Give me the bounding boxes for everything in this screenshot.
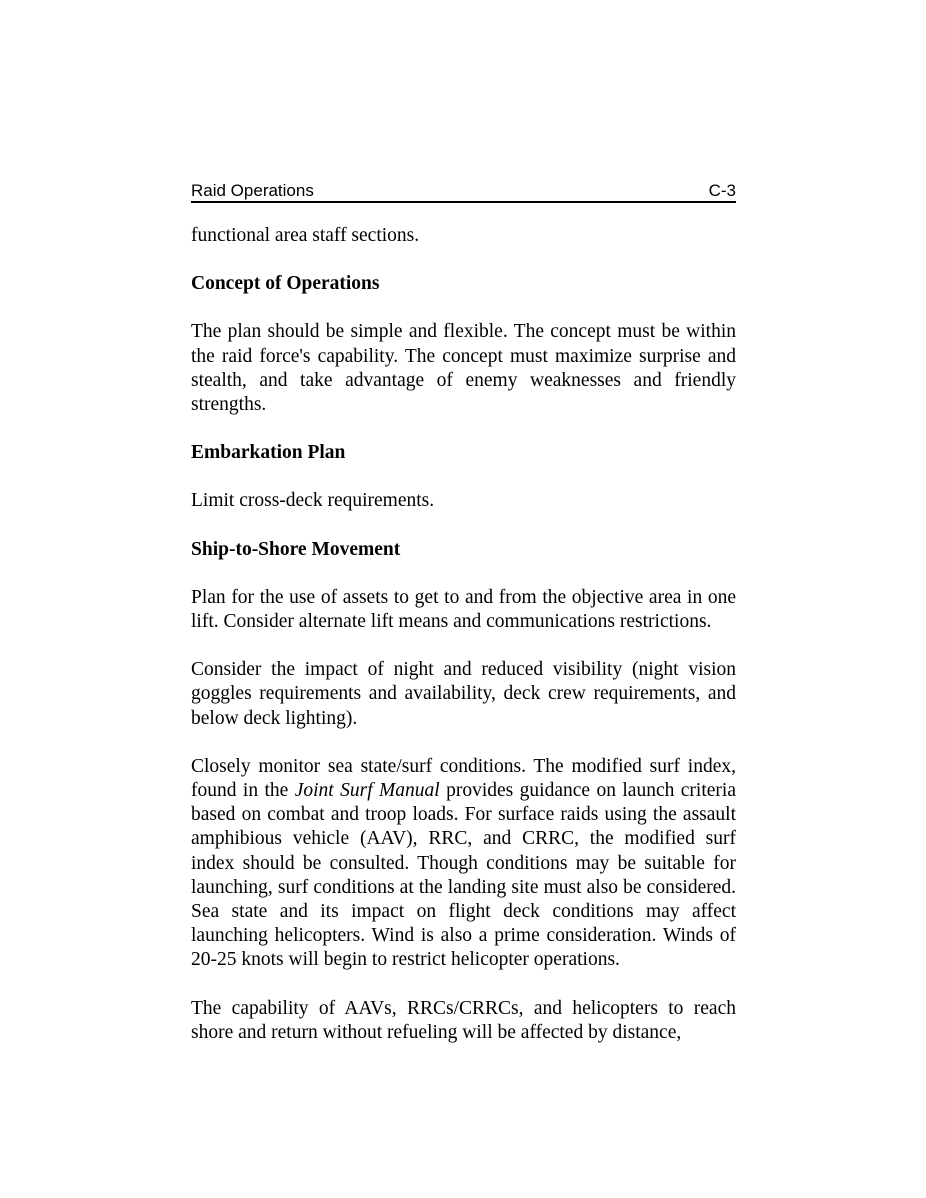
paragraph-embarkation: Limit cross-deck requirements. xyxy=(191,490,435,512)
running-header xyxy=(191,180,736,203)
paragraph-continuation: functional area staff sections. xyxy=(191,225,420,246)
paragraph-night-visibility: Consider the impact of night and reduced visibility (night vision goggles requirements and availability, deck crew requirements, and below deck lighting). xyxy=(191,659,736,729)
document-body xyxy=(191,224,736,1045)
paragraph-sea-state xyxy=(191,755,736,973)
joint-surf-manual-title: Joint Surf Manual xyxy=(294,780,440,802)
paragraph-lift: Plan for the use of assets to get to and from the objective area in one lift. Consider alternate lift means and communications restrictions. xyxy=(191,586,736,633)
heading-ship-to-shore: Ship-to-Shore Movement xyxy=(191,538,401,560)
paragraph-capability: The capability of AAVs, RRCs/CRRCs, and helicopters to reach shore and return without refueling will be affected by distance, xyxy=(191,997,736,1043)
heading-concept-of-operations: Concept of Operations xyxy=(191,273,380,295)
paragraph-concept: The plan should be simple and flexible. The concept must be within the raid force's capability. The concept must maximize surprise and stealth, and take advantage of enemy weaknesses and friendly strengths. xyxy=(191,321,736,416)
sea-state-text-a: Closely monitor sea state/surf conditions. The modified surf index, found in the xyxy=(191,755,736,802)
document-page xyxy=(191,180,736,1045)
sea-state-text-b: provides guidance on launch criteria based on combat and troop loads. For surface raids using the assault amphibious vehicle (AAV), RRC, and CRRC, the modified surf index should be consulted. Though conditions may be suitable for launching, surf conditions at the landing site must also be considered. Sea state and its impact on flight deck conditions may affect launching helicopters. Wind is also a prime consideration. Winds of 20-25 knots will begin to restrict helicopter operations. xyxy=(191,780,736,971)
header-title: Raid Operations xyxy=(191,181,314,200)
page-number: C-3 xyxy=(708,181,736,200)
heading-embarkation-plan: Embarkation Plan xyxy=(191,442,346,464)
